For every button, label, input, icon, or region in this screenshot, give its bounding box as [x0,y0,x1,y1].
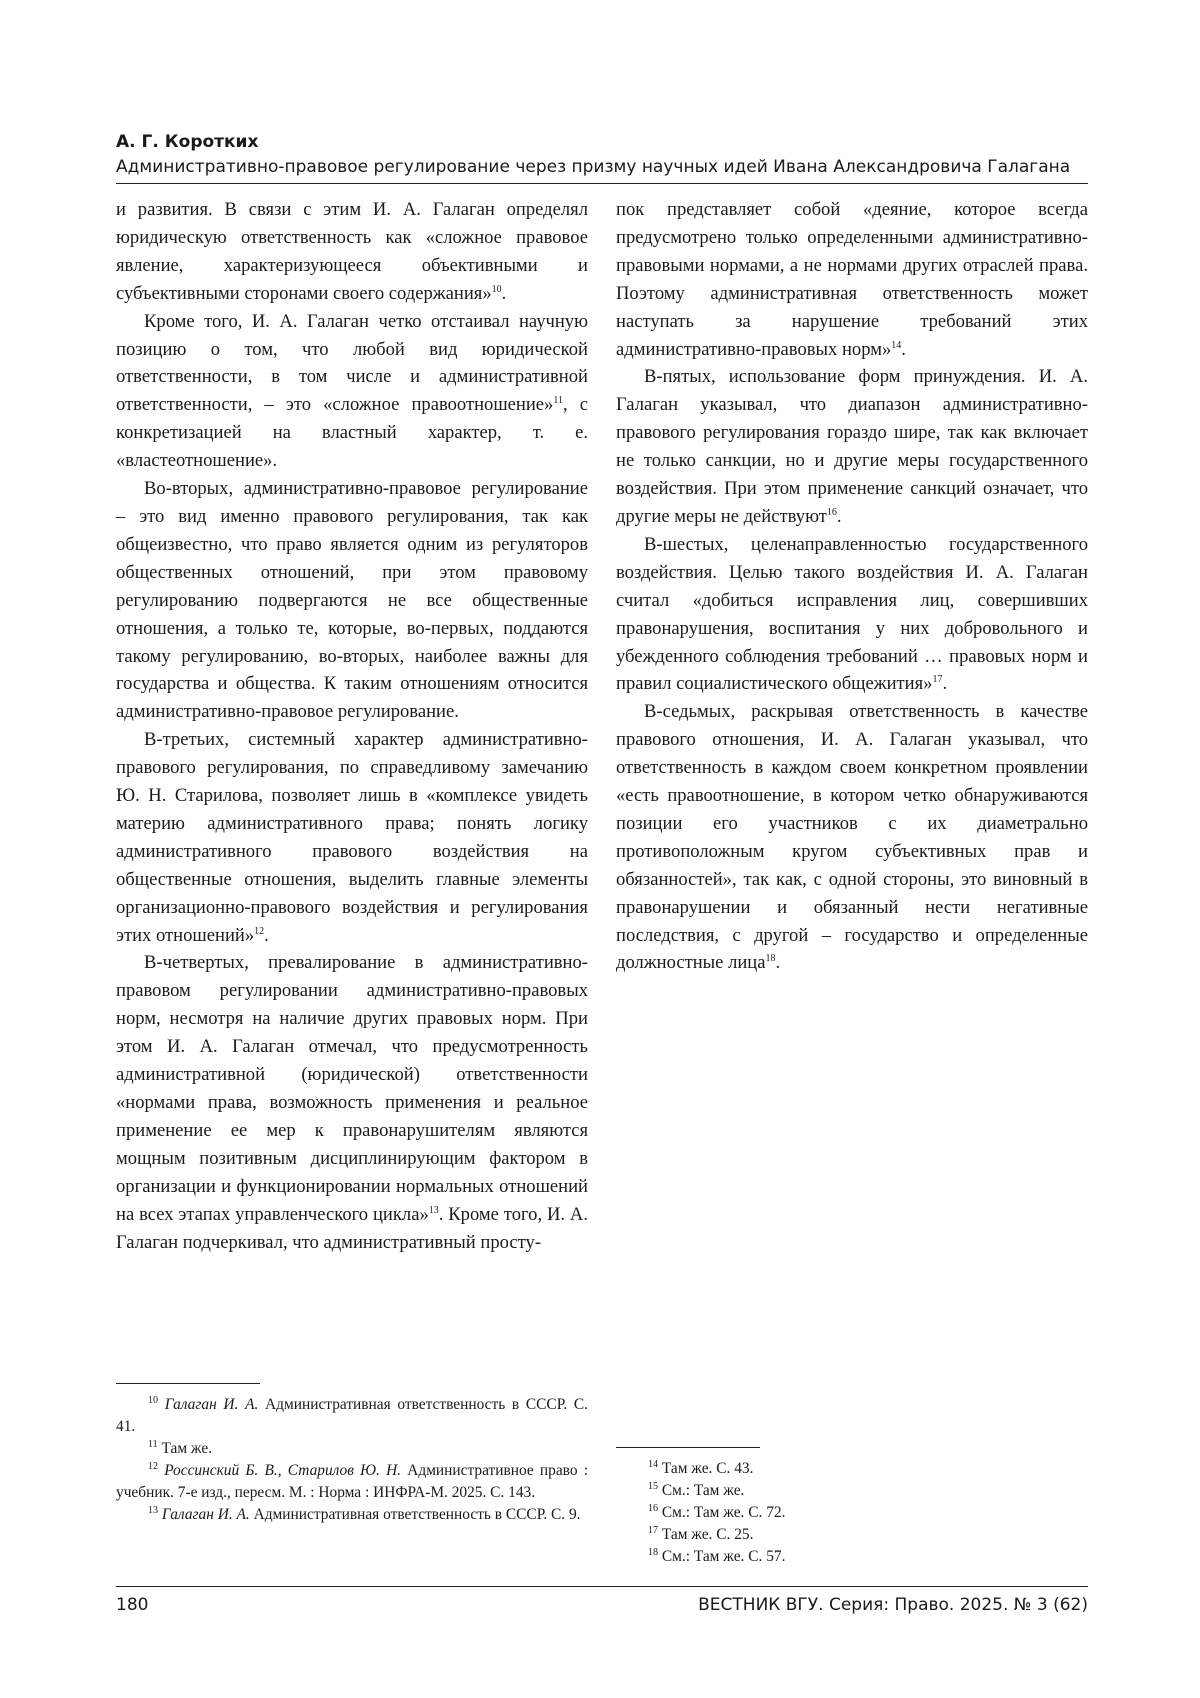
paragraph-text-tail: . [942,673,948,695]
paragraph-text: Во-вторых, административно-правовое регулирование – это вид именно правового регулирования, так как общеизвестно, что право является одним из регуляторов общественных отношений, при этом правовому регулированию подвергаются не все общественные отношения, а только те, которые, во-первых, поддаются такому регулированию, во-вторых, наиболее важны для государства и общества. К таким отношениям относится административно-правовое регулирование. [116,478,588,723]
footer-divider [116,1586,1088,1587]
footnote-number: 15 [648,1480,658,1492]
paragraph-text: В-четвертых, превалирование в административно-правовом регулировании административно-правовых норм, несмотря на наличие других правовых норм. При этом И. А. Галаган отмечал, что предусмотренность административной (юридической) ответственности «нормами права, возможность применения и реальное применение ее мер к правонарушителям являются мощным позитивным дисциплинирующим фактором в организации и функционировании нормальных отношений на всех этапах управленческого цикла» [116,952,588,1225]
paragraph-text-tail: . [264,924,269,946]
left-text-column [116,196,588,1256]
footnote-text: См.: Там же. [661,1482,745,1499]
footnote-number: 18 [648,1546,658,1558]
page-number: 180 [116,1595,149,1615]
paragraph [616,196,1088,363]
journal-name: ВЕСТНИК ВГУ. Серия: Право. 2025. № 3 (62) [698,1595,1088,1615]
footnote-number: 10 [148,1394,158,1406]
paragraph-text: Кроме того, И. А. Галаган четко отстаивал научную позицию о том, что любой вид юридической ответственности, в том числе и административной ответственности, – это «сложное правоотношение» [116,310,588,416]
paragraph [616,698,1088,977]
left-footnotes [116,1383,588,1526]
paragraph-text-tail: . [836,505,842,527]
paragraph-text-tail: . [501,282,507,304]
paragraph-text-tail: . [901,338,906,360]
paragraph-text-tail: . [775,952,781,974]
footnote-text: См.: Там же. С. 57. [661,1548,786,1565]
footnote [116,1394,588,1438]
footnote-author: Россинский Б. В., Старилов Ю. Н. [164,1462,402,1479]
paragraph-text: В-третьих, системный характер административно-правового регулирования, по справедливому замечанию Ю. Н. Старилова, позволяет лишь в «комплексе увидеть материю административного права; понять логику административного правового воздействия на общественные отношения, выделить главные элементы организационно-правового воздействия и регулирования этих отношений» [116,729,588,946]
footnote-number: 13 [148,1504,158,1516]
footnote-reference[interactable]: 16 [826,506,837,518]
paragraph [116,726,588,949]
footnote-text: См.: Там же. С. 72. [661,1504,786,1521]
paragraph [616,363,1088,530]
paragraph-text-tail: , с конкретизацией на властный характер, т. е. «властеотношение». [116,394,588,472]
footnote-reference[interactable]: 18 [765,953,776,965]
footnote [116,1460,588,1504]
footnote-divider [116,1383,260,1384]
footnote-number: 12 [148,1460,158,1472]
footnote [616,1458,1088,1480]
paragraph-text: В-шестых, целенаправленностью государственного воздействия. Целью такого воздействия И. А. Галаган считал «добиться исправления лиц, совершивших правонарушения, воспитания у них добровольного и убежденного соблюдения требований … правовых норм и правил социалистического общежития» [616,533,1088,695]
header-divider [116,183,1088,184]
paragraph [116,196,588,308]
footnote-author: Галаган И. А. [161,1506,250,1523]
footnote-text: Там же. С. 25. [661,1526,754,1543]
footnote [616,1502,1088,1524]
footnote-text: Там же. С. 43. [661,1460,754,1477]
paragraph [116,475,588,726]
footnote [116,1438,588,1460]
footnote-number: 11 [148,1438,158,1450]
footnote-text: Административная ответственность в СССР. С. 41. [116,1396,589,1435]
paragraph [116,308,588,475]
footnote-divider [616,1447,760,1448]
paragraph-text: В-пятых, использование форм принуждения. И. А. Галаган указывал, что диапазон административно-правового регулирования гораздо шире, так как включает не только санкции, но и другие меры государственного воздействия. При этом применение санкций означает, что другие меры не действуют [616,366,1088,527]
paragraph [616,531,1088,698]
footnote-number: 17 [648,1524,658,1536]
footnote-number: 16 [648,1502,658,1514]
footnote-reference[interactable]: 17 [932,674,943,686]
footnote-text: Административное право : учебник. 7-е изд., пересм. М. : Норма : ИНФРА-М. 2025. С. 143. [116,1462,588,1501]
footnote-text: Там же. [161,1440,213,1457]
article-title: Административно-правовое регулирование через призму научных идей Ивана Александровича Галагана [116,157,1071,177]
footnote [616,1524,1088,1546]
paragraph-text: пок представляет собой «деяние, которое всегда предусмотрено только определенными административно-правовыми нормами, а не нормами других отраслей права. Поэтому административная ответственность может наступать за нарушение требований этих административно-правовых норм» [616,199,1088,360]
footnote-reference[interactable]: 11 [553,395,563,407]
article-author: А. Г. Коротких [116,132,259,152]
paragraph-text: и развития. В связи с этим И. А. Галаган определял юридическую ответственность как «сложное правовое явление, характеризующееся объективными и субъективными сторонами своего содержания» [116,199,588,304]
footnote-reference[interactable]: 14 [891,339,902,351]
paragraph [116,949,588,1256]
paragraph-text-tail: . Кроме того, И. А. Галаган подчеркивал, что административный просту- [116,1203,588,1253]
footnote [616,1480,1088,1502]
footnote-reference[interactable]: 13 [428,1204,439,1216]
footnote-number: 14 [648,1458,658,1470]
right-footnotes [616,1447,1088,1568]
footnote [616,1546,1088,1568]
right-text-column [616,196,1088,977]
running-header [116,130,1088,180]
footnote-reference[interactable]: 12 [254,925,265,937]
footnote-author: Галаган И. А. [164,1396,259,1413]
footnote [116,1504,588,1526]
footnote-reference[interactable]: 10 [491,283,502,295]
paragraph-text: В-седьмых, раскрывая ответственность в качестве правового отношения, И. А. Галаган указывал, что ответственность в каждом своем конкретном проявлении «есть правоотношение, в котором четко обнаруживаются позиции его участников с их диаметрально противоположным кругом субъективных прав и обязанностей», так как, с одной стороны, это виновный в правонарушении и обязанный нести негативные последствия, с другой – государство и определенные должностные лица [616,701,1088,974]
footnote-text: Административная ответственность в СССР. С. 9. [249,1506,581,1523]
